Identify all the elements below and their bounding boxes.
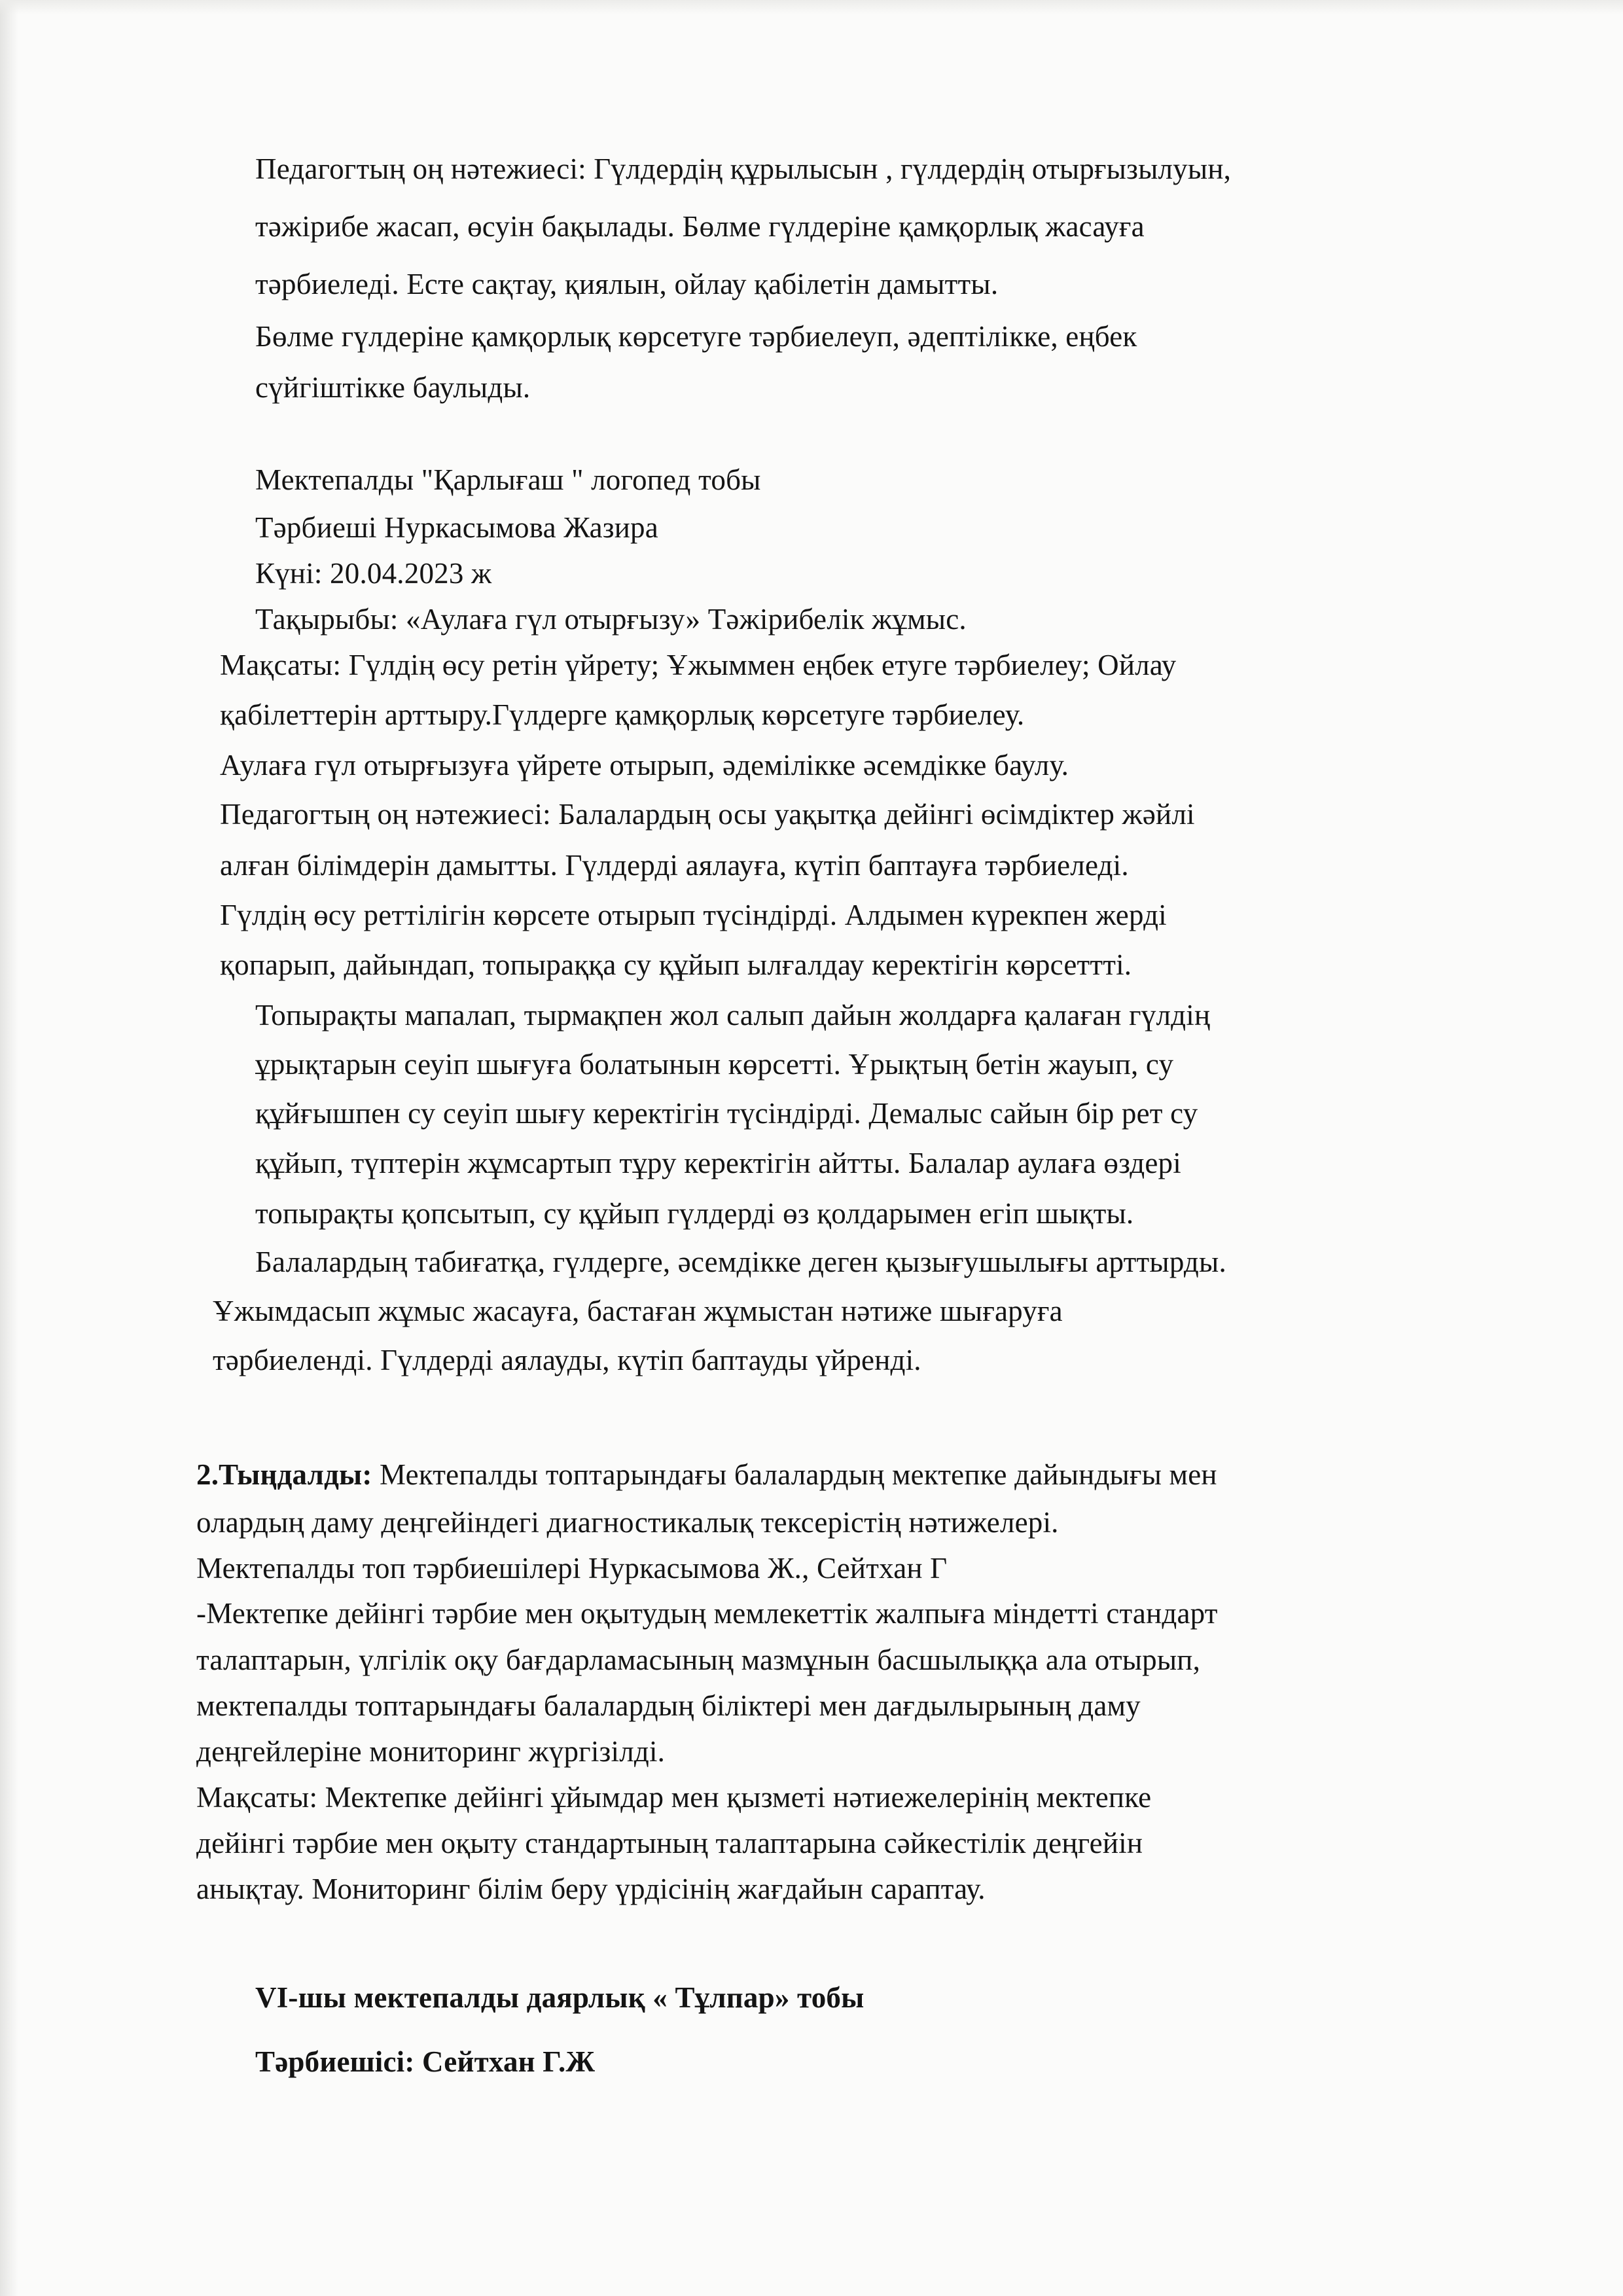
section2-heading: 2.Тыңдалды:	[196, 1458, 372, 1491]
activity-date: Күні: 20.04.2023 ж	[255, 557, 492, 590]
result-line-2: тәжірибе жасап, өсуін бақылады. Бөлме гүлдеріне қамқорлық жасауға	[255, 210, 1145, 243]
result-line-3: тәрбиеледі. Есте сақтау, қиялын, ойлау қабілетін дамытты.	[255, 268, 999, 300]
result-line-4: Бөлме гүлдеріне қамқорлық көрсетуге тәрбиелеуп, әдептілікке, еңбек	[255, 320, 1137, 353]
activity-line-6: Гүлдің өсу реттілігін көрсете отырып түсіндірді. Алдымен күрекпен жерді	[220, 899, 1167, 931]
activity-line-12: топырақты қопсытып, су құйып гүлдерді өз қолдарымен егіп шықты.	[255, 1197, 1134, 1230]
activity-line-8: Топырақты мапалап, тырмақпен жол салып дайын жолдарға қалаған гүлдің	[255, 999, 1211, 1031]
footer-group: VI-шы мектепалды даярлық « Тұлпар» тобы	[255, 1981, 865, 2014]
section2-line-3: -Мектепке дейінгі тәрбие мен оқытудың мемлекеттік жалпыға міндетті стандарт	[196, 1597, 1218, 1630]
activity-line-4: Педагогтың оң нәтежиесі: Балалардың осы уақытқа дейінгі өсімдіктер жәйлі	[220, 798, 1195, 831]
activity-group: Мектепалды "Қарлығаш " логопед тобы	[255, 463, 761, 496]
activity-line-13: Балалардың табиғатқа, гүлдерге, әсемдікке деген қызығушылығы арттырды.	[255, 1246, 1226, 1278]
activity-line-11: құйып, түптерін жұмсартып тұру керектігін айтты. Балалар аулаға өздері	[255, 1147, 1181, 1179]
section2-line-8: дейінгі тәрбие мен оқыту стандартының талаптарына сәйкестілік деңгейін	[196, 1827, 1143, 1859]
activity-line-1: Мақсаты: Гүлдің өсу ретін үйрету; Ұжыммен еңбек етуге тәрбиелеу; Ойлау	[220, 649, 1177, 681]
section2-first-line	[196, 1456, 1217, 1493]
activity-line-3: Аулаға гүл отырғызуға үйрете отырып, әдемілікке әсемдікке баулу.	[220, 749, 1069, 781]
section2-line-5: мектепалды топтарындағы балалардың біліктері мен дағдылырының даму	[196, 1689, 1141, 1722]
result-line-5: сүйгіштікке баулыды.	[255, 371, 531, 404]
activity-teacher: Тәрбиеші Нуркасымова Жазира	[255, 511, 658, 544]
footer-teacher: Тәрбиешісі: Сейтхан Г.Ж	[255, 2045, 596, 2078]
section2-line-4: талаптарын, үлгілік оқу бағдарламасының мазмұнын басшылыққа ала отырып,	[196, 1643, 1201, 1676]
activity-topic: Тақырыбы: «Аулаға гүл отырғызу» Тәжірибелік жұмыс.	[255, 603, 967, 636]
activity-line-9: ұрықтарын сеуіп шығуға болатынын көрсетті. Ұрықтың бетін жауып, су	[255, 1048, 1174, 1081]
section2-line-7: Мақсаты: Мектепке дейінгі ұйымдар мен қызметі нәтиежелерінің мектепке	[196, 1781, 1152, 1814]
scan-edge-left	[0, 0, 18, 2296]
activity-line-7: қопарып, дайындап, топыраққа су құйып ылғалдау керектігін көрсеттті.	[220, 948, 1132, 981]
section2-line-2: Мектепалды топ тәрбиешілері Нуркасымова Ж., Сейтхан Г	[196, 1552, 948, 1585]
activity-line-10: құйғышпен су сеуіп шығу керектігін түсіндірді. Демалыс сайын бір рет су	[255, 1097, 1198, 1130]
section2-line-9: анықтау. Мониторинг білім беру үрдісінің жағдайын сараптау.	[196, 1873, 986, 1905]
result-line-1: Педагогтың оң нәтежиесі: Гүлдердің құрылысын , гүлдердің отырғызылуын,	[255, 152, 1232, 185]
scan-edge-top	[0, 0, 1623, 14]
section2-line-1: олардың даму деңгейіндегі диагностикалық тексерістің нәтижелері.	[196, 1506, 1059, 1539]
activity-line-5: алған білімдерін дамытты. Гүлдерді аялауға, күтіп баптауға тәрбиеледі.	[220, 849, 1129, 882]
activity-line-15: тәрбиеленді. Гүлдерді аялауды, күтіп баптауды үйренді.	[213, 1344, 921, 1376]
section2-line-6: деңгейлеріне мониторинг жүргізілді.	[196, 1735, 666, 1768]
activity-line-2: қабілеттерін арттыру.Гүлдерге қамқорлық көрсетуге тәрбиелеу.	[220, 698, 1025, 731]
activity-line-14: Ұжымдасып жұмыс жасауға, бастаған жұмыстан нәтиже шығаруға	[213, 1295, 1063, 1327]
section2-heading-rest: Мектепалды топтарындағы балалардың мектепке дайындығы мен	[372, 1458, 1217, 1491]
